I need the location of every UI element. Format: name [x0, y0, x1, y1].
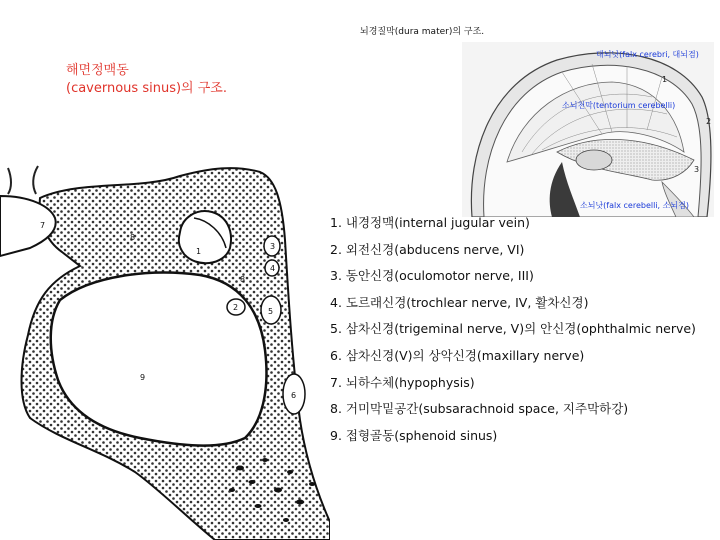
sinus-label-8b: 8 — [240, 275, 246, 284]
legend-item: 5. 삼차신경(trigeminal nerve, V)의 안신경(ophthalmic nerve) — [330, 321, 696, 337]
sinus-label-2: 2 — [233, 303, 239, 312]
brainstem-shape — [576, 150, 612, 170]
legend-item: 8. 거미막밑공간(subsarachnoid space, 지주막하강) — [330, 401, 629, 417]
legend-item: 2. 외전신경(abducens nerve, VI) — [330, 241, 525, 257]
sinus-label-8a: 8 — [130, 233, 136, 242]
tentorium-label: 소뇌천막(tentorium cerebelli) — [562, 101, 676, 110]
cavernous-title-line2: (cavernous sinus)의 구조. — [66, 81, 227, 96]
legend-item: 4. 도르래신경(trochlear nerve, IV, 활차신경) — [330, 294, 589, 310]
sinus-label-5: 5 — [268, 307, 274, 316]
sinus-label-7: 7 — [40, 221, 46, 230]
sinus-label-6: 6 — [291, 391, 297, 400]
cavernous-sinus-illustration — [0, 150, 330, 540]
brain-number-2: 2 — [706, 117, 712, 126]
falx-cerebri-label: 대뇌낫(falx cerebri, 대뇌겸) — [596, 50, 699, 59]
internal-jugular-vein — [179, 211, 231, 263]
edge-mark — [8, 168, 11, 194]
brain-number-3: 3 — [694, 165, 700, 174]
cavernous-title-line1: 해면정맥동 — [66, 63, 129, 78]
sinus-label-1: 1 — [196, 247, 202, 256]
legend-item: 6. 삼차신경(V)의 상악신경(maxillary nerve) — [330, 347, 585, 363]
sinus-label-9: 9 — [140, 373, 146, 382]
sinus-label-3: 3 — [270, 242, 276, 251]
legend-item: 1. 내경정맥(internal jugular vein) — [330, 215, 530, 230]
cavernous-sinus-title — [66, 62, 227, 98]
legend-item: 7. 뇌하수체(hypophysis) — [330, 374, 475, 390]
dura-mater-illustration — [462, 42, 714, 217]
dura-mater-caption: 뇌경질막(dura mater)의 구조. — [360, 27, 485, 37]
legend-item: 9. 접형골동(sphenoid sinus) — [330, 427, 498, 443]
brain-number-1: 1 — [662, 75, 668, 84]
falx-cerebelli-label: 소뇌낫(falx cerebelli, 소뇌겸) — [580, 201, 689, 210]
sinus-label-4: 4 — [270, 264, 276, 273]
edge-mark — [33, 166, 38, 194]
structure-legend — [330, 214, 696, 453]
legend-item: 3. 동안신경(oculomotor nerve, III) — [330, 268, 534, 284]
